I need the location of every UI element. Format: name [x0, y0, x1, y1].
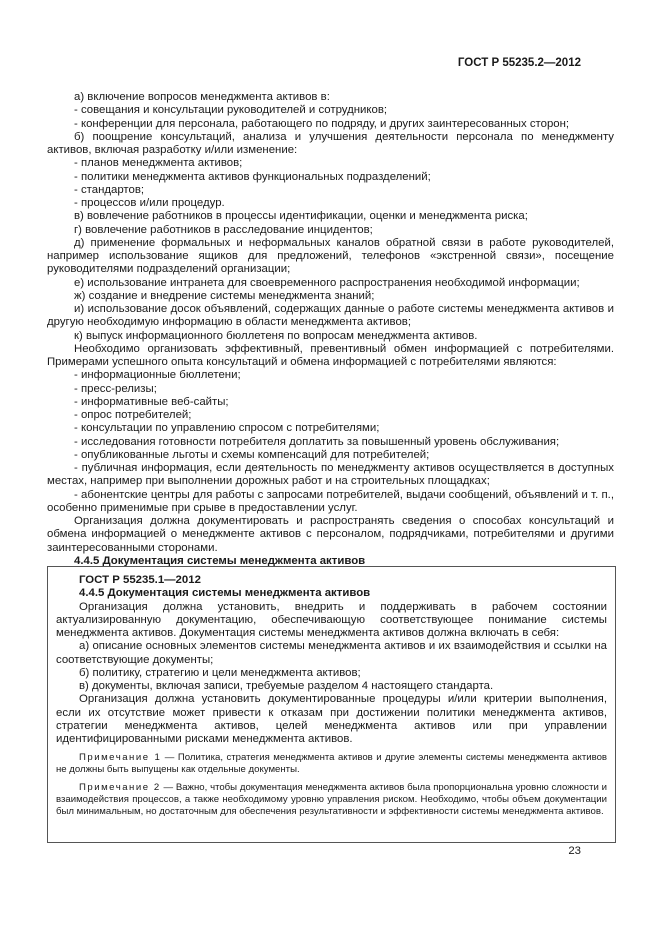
- list-item: - конференции для персонала, работающего по подряду, и других заинтересованных сторон;: [74, 117, 570, 130]
- box-reference: ГОСТ Р 55235.1—2012: [79, 574, 201, 586]
- paragraph: д) применение формальных и неформальных каналов обратной связи в работе руководителей, например использование ящиков для предложений, телефонов «экстренной связи», посещение руководителями подразделений организации;: [47, 236, 614, 276]
- paragraph: ж) создание и внедрение системы менеджмента знаний;: [74, 289, 375, 302]
- list-item: - пресс-релизы;: [74, 382, 157, 395]
- page-number: 23: [568, 845, 581, 857]
- paragraph: Организация должна документировать и распространять сведения о способах консультаций и обмена информацией о менеджменте активов с персоналом, подрядчиками, потребителями и другими заинтересованными сторонами.: [47, 515, 614, 554]
- note-2: [56, 782, 607, 818]
- main-content: [47, 91, 614, 568]
- list-item: - информативные веб-сайты;: [74, 395, 229, 408]
- section-heading: 4.4.5 Документация системы менеджмента активов: [74, 554, 366, 567]
- paragraph: г) вовлечение работников в расследование инцидентов;: [74, 223, 373, 236]
- paragraph: и) использование досок объявлений, содержащих данные о работе системы менеджмента активов и другую необходимую информацию в области менеджмента активов;: [47, 303, 614, 329]
- note-1-text: — Политика, стратегия менеджмента активов и другие элементы системы менеджмента активов не должны быть выпущены как отдельные документы.: [56, 752, 607, 776]
- note-1-label: Примечание 1: [79, 752, 162, 764]
- list-item: - консультации по управлению спросом с потребителями;: [74, 422, 380, 435]
- box-paragraph: Организация должна установить документированные процедуры и/или критерии выполнения, если их отсутствие может привести к отказам при достижении политики менеджмента активов, стратегии менеджмента активов, целей менеджмента активов или при управлении идентифицированными рисками менеджмента активов.: [56, 693, 607, 745]
- list-item: - планов менеджмента активов;: [74, 157, 243, 170]
- list-item: - совещания и консультации руководителей и сотрудников;: [74, 104, 388, 117]
- list-item: - абонентские центры для работы с запросами потребителей, выдачи сообщений, объявлений и т. п., особенно применимые при срыве в предоставлении услуг.: [47, 488, 614, 514]
- document-header: ГОСТ Р 55235.2—2012: [457, 57, 581, 69]
- paragraph: Необходимо организовать эффективный, превентивный обмен информацией с потребителями. Примерами успешного опыта консультаций и обмена информацией с потребителями являются:: [47, 342, 614, 368]
- note-1: [56, 752, 607, 776]
- list-item: - процессов и/или процедур.: [74, 197, 225, 209]
- paragraph: к) выпуск информационного бюллетеня по вопросам менеджмента активов.: [74, 329, 478, 342]
- list-item: - опрос потребителей;: [74, 409, 192, 421]
- paragraph: а) включение вопросов менеджмента активов в:: [74, 91, 330, 103]
- box-paragraph: а) описание основных элементов системы менеджмента активов и их взаимодействия и ссылки на соответствующие документы;: [56, 640, 607, 666]
- list-item: - информационные бюллетени;: [74, 369, 241, 382]
- box-heading: 4.4.5 Документация системы менеджмента активов: [79, 587, 371, 600]
- box-paragraph: б) политику, стратегию и цели менеджмента активов;: [79, 666, 361, 679]
- list-item: - опубликованные льготы и схемы компенсаций для потребителей;: [74, 448, 430, 461]
- list-item: - стандартов;: [74, 183, 145, 196]
- paragraph: е) использование интранета для своевременного распространения необходимой информации;: [74, 276, 580, 289]
- note-2-label: Примечание 2: [79, 782, 161, 794]
- paragraph: б) поощрение консультаций, анализа и улучшения деятельности персонала по менеджменту активов, включая разработку и/или изменение:: [47, 130, 614, 156]
- list-item: - публичная информация, если деятельность по менеджменту активов осуществляется в доступных местах, например при выполнении дорожных работ и на строительных площадках;: [47, 462, 614, 488]
- box-paragraph: в) документы, включая записи, требуемые разделом 4 настоящего стандарта.: [79, 680, 494, 692]
- list-item: - исследования готовности потребителя доплатить за повышенный уровень обслуживания;: [74, 435, 560, 448]
- box-paragraph: Организация должна установить, внедрить и поддерживать в рабочем состоянии актуализированную документацию, обеспечивающую соответствующее понимание системы менеджмента активов. Документация системы менеджмента активов должна включать в себя:: [56, 600, 607, 639]
- note-2-text: — Важно, чтобы документация менеджмента активов была пропорциональна уровню сложности и взаимодействия процессов, а также необходимому уровню управления риском. Необходимо, чтобы объем документации был минимальным, но достаточным для обеспечения результативности и эффективности системы менеджмента активов.: [56, 782, 607, 818]
- paragraph: в) вовлечение работников в процессы идентификации, оценки и менеджмента риска;: [74, 210, 528, 223]
- quoted-standard-box: [47, 566, 616, 843]
- list-item: - политики менеджмента активов функциональных подразделений;: [74, 170, 431, 183]
